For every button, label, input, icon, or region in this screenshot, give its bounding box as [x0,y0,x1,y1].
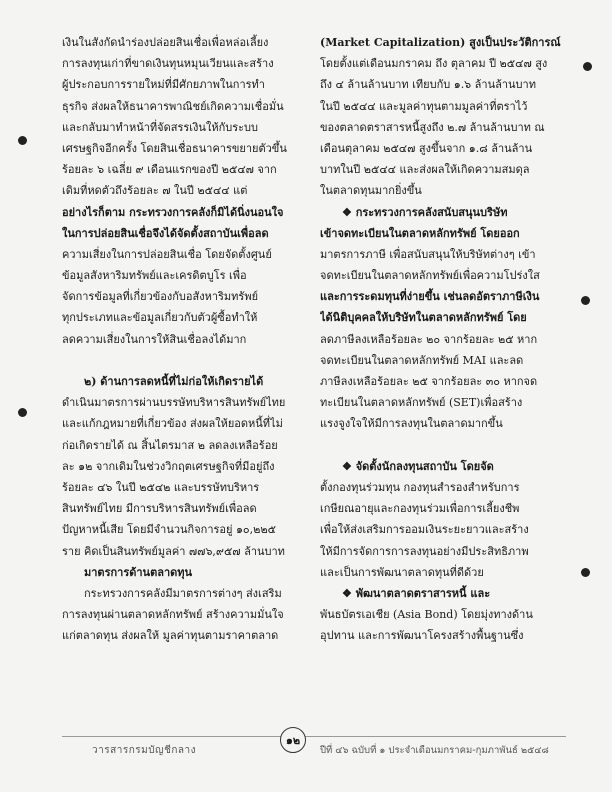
text-line: ทะเบียนในตลาดหลักทรัพย์ (SET)เพื่อสร้าง [320,396,523,410]
text-line: ราย คิดเป็นสินทรัพย์มูลค่า ๗๗๖,๙๕๗ ล้านบาท [62,544,285,558]
text-line: เงินในสังกัดนำร่องปล่อยสินเชื่อเพื่อหล่อเลี้ยง [62,36,269,49]
text-line: การลงทุนเก่าที่ขาดเงินทุนหมุนเวียนและสร้าง [62,57,274,71]
text-line: ร้อยละ ๔๖ ในปี ๒๕๔๒ และบรรษัทบริหาร [62,480,260,494]
text-line: ภาษีลงเหลือร้อยละ ๒๕ จากร้อยละ ๓๐ หากจด [320,375,538,388]
binding-hole-mark [581,296,590,305]
text-line: เดือนตุลาคม ๒๕๔๗ สูงขึ้นจาก ๑.๘ ล้านล้าน [320,141,533,155]
text-line: (Market Capitalization) สูงเป็นประวัติการณ์ [320,36,561,49]
text-line: ร้อยละ ๖ เฉลี่ย ๙ เดือนแรกของปี ๒๕๔๗ จาก [62,163,277,177]
text-line: ของตลาดตราสารหนี้สูงถึง ๒.๗ ล้านล้านบาท ณ [320,120,545,134]
text-line: จดทะเบียนในตลาดหลักทรัพย์ MAI และลด [320,353,524,367]
text-line: อุปทาน และการพัฒนาโครงสร้างพื้นฐานซึ่ง [320,629,524,643]
binding-hole-mark [18,408,27,417]
text-line: ❖ พัฒนาตลาดตราสารหนี้ และ [342,586,491,600]
journal-name: วารสารกรมบัญชีกลาง [92,745,197,756]
text-line: แก่ตลาดทุน ส่งผลให้ มูลค่าทุนตามราคาตลาด [62,629,279,643]
text-line: ลดความเสี่ยงในการให้สินเชื่อลงได้มาก [62,332,247,346]
text-line: ให้มีการจัดการการลงทุนอย่างมีประสิทธิภาพ [320,544,529,558]
text-line: และกลับมาทำหน้าที่จัดสรรเงินให้กับระบบ [62,120,258,134]
text-line: ตั้งกองทุนร่วมทุน กองทุนสำรองสำหรับการ [320,480,520,494]
text-line: เข้าจดทะเบียนในตลาดหลักทรัพย์ โดยออก [320,226,520,240]
text-line: จัดการข้อมูลที่เกี่ยวข้องกับอสังหาริมทรัพย์ [62,290,259,304]
text-line: และเป็นการพัฒนาตลาดทุนที่ดีด้วย [320,565,484,579]
right-text-column [320,32,566,646]
text-line [62,350,308,371]
text-line: แรงจูงใจให้มีการลงทุนในตลาดมากขึ้น [320,417,503,431]
text-line: ได้นิติบุคคลให้บริษัทในตลาดหลักทรัพย์ โดย [320,311,527,325]
text-line: ❖ จัดตั้งนักลงทุนสถาบัน โดยจัด [342,459,494,473]
text-line: จดทะเบียนในตลาดหลักทรัพย์เพื่อความโปร่งใส [320,269,540,283]
binding-hole-mark [18,136,27,145]
text-line: มาตรการด้านตลาดทุน [84,565,193,579]
left-text-column [62,32,308,646]
text-line: ธุรกิจ ส่งผลให้ธนาคารพาณิชย์เกิดความเชื่อมั่น [62,99,284,113]
text-line: ในปี ๒๕๔๔ และมูลค่าทุนตามมูลค่าที่ตราไว้ [320,99,528,113]
text-line [320,435,566,456]
text-line: เศรษฐกิจอีกครั้ง โดยสินเชื่อธนาคารขยายตัวขึ้น [62,141,287,155]
text-line: ดำเนินมาตรการผ่านบรรษัทบริหารสินทรัพย์ไทย [62,396,286,410]
text-line: ละ ๑๒ จากเดิมในช่วงวิกฤตเศรษฐกิจที่มีอยู่ถึง [62,459,275,473]
text-line: และแก้กฎหมายที่เกี่ยวข้อง ส่งผลให้ยอดหนี้ที่ไม่ [62,417,283,431]
text-line: ความเสี่ยงในการปล่อยสินเชื่อ โดยจัดตั้งศูนย์ [62,247,272,261]
text-line: สินทรัพย์ไทย มีการบริหารสินทรัพย์เพื่อลด [62,502,257,516]
page-footer [62,736,566,766]
text-line: บาทในปี ๒๕๔๔ และส่งผลให้เกิดความสมดุล [320,163,530,177]
text-line: ผู้ประกอบการรายใหม่ที่มีศักยภาพในการทำ [62,78,265,92]
text-line: ทุกประเภทและข้อมูลเกี่ยวกับตัวผู้ซื้อทำให้ [62,311,258,325]
text-line: ข้อมูลสังหาริมทรัพย์และเครดิตบูโร เพื่อ [62,269,247,283]
text-line: ในการปล่อยสินเชื่อจึงได้จัดตั้งสถาบันเพื่อลด [62,226,269,240]
text-line: มาตรการภาษี เพื่อสนับสนุนให้บริษัทต่างๆ เข้า [320,247,536,261]
text-line: เกษียณอายุและกองทุนร่วมเพื่อการเลี้ยงชีพ [320,502,520,516]
text-line: ❖ กระทรวงการคลังสนับสนุนบริษัท [342,205,508,219]
text-line: ๒) ด้านการลดหนี้ที่ไม่ก่อให้เกิดรายได้ [84,375,264,388]
text-line: กระทรวงการคลังมีมาตรการต่างๆ ส่งเสริม [84,586,282,600]
issue-info: ปีที่ ๔๖ ฉบับที่ ๑ ประจำเดือนมกราคม-กุมภาพันธ์ ๒๕๔๘ [320,745,549,756]
text-line: ลดภาษีลงเหลือร้อยละ ๒๐ จากร้อยละ ๒๕ หาก [320,332,538,346]
text-line: การลงทุนผ่านตลาดหลักทรัพย์ สร้างความมั่นใจ [62,608,284,622]
page-number: ๑๒ [280,727,306,753]
binding-hole-mark [581,568,590,577]
text-line: เดิมที่หดตัวถึงร้อยละ ๗ ในปี ๒๕๔๔ แต่ [62,184,248,198]
text-line: ในตลาดทุนมากยิ่งขึ้น [320,184,422,198]
text-line: พันธบัตรเอเชีย (Asia Bond) โดยมุ่งทางด้าน [320,608,533,622]
binding-hole-mark [583,62,592,71]
text-line: และการระดมทุนที่ง่ายขึ้น เช่นลดอัตราภาษีเงิน [320,290,540,304]
text-line: โดยตั้งแต่เดือนมกราคม ถึง ตุลาคม ปี ๒๕๔๗ สูง [320,57,548,71]
text-line: ปัญหาหนี้เสีย โดยมีจำนวนกิจการอยู่ ๑๐,๒๒๕ [62,523,276,537]
text-line: ถึง ๔ ล้านล้านบาท เทียบกับ ๑.๖ ล้านล้านบาท [320,78,536,92]
text-line: อย่างไรก็ตาม กระทรวงการคลังก็มิได้นิ่งนอนใจ [62,205,284,219]
text-line: ก่อเกิดรายได้ ณ สิ้นไตรมาส ๒ ลดลงเหลือร้อย [62,438,278,452]
text-line: เพื่อให้ส่งเสริมการออมเงินระยะยาวและสร้าง [320,523,529,537]
